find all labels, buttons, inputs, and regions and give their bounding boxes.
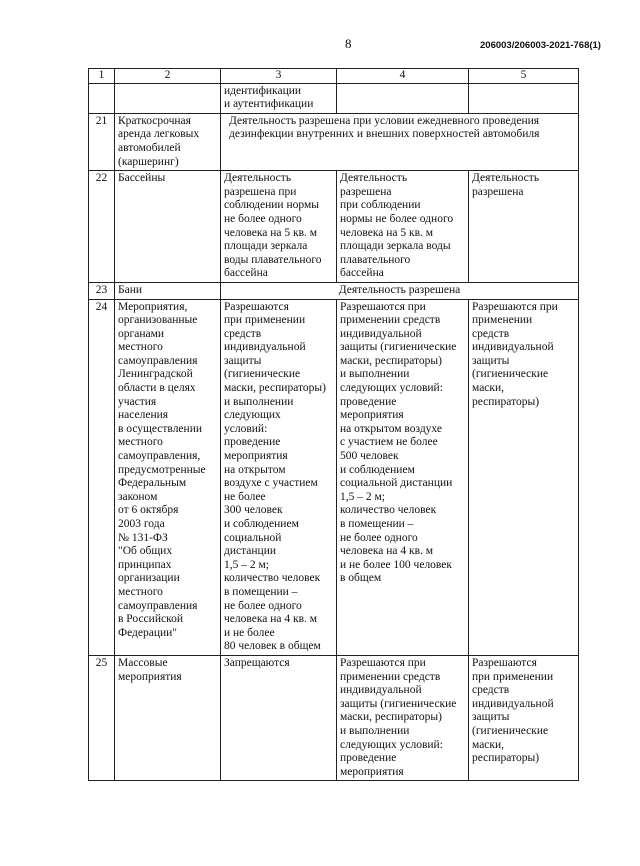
col3-cell: Разрешаются при применении средств индивидуальной защиты (гигиенические маски, респираторы) и выполнении следующих условий: проведение мероприятия на открытом воздухе с участием не более 300 человек и соблюдением социальной дистанции 1,5 – 2 м; количество человек в помещении – не более одного человека на 4 кв. м и не более 80 человек в общем bbox=[221, 299, 337, 655]
header-cell: 5 bbox=[469, 69, 579, 84]
activity-cell: Мероприятия, организованные органами местного самоуправления Ленинградской области в целях участия населения в осуществлении местного самоуправления, предусмотренные Федеральным законом от 6 октября 2003 года № 131-ФЗ "Об общих принципах организации местного самоуправления в Российской Федерации" bbox=[115, 299, 221, 655]
row-number-cell: 21 bbox=[89, 113, 115, 170]
header-cell: 1 bbox=[89, 69, 115, 84]
table-row bbox=[89, 282, 579, 299]
table-row bbox=[89, 83, 579, 113]
row-number-cell: 23 bbox=[89, 282, 115, 299]
merged-cell: Деятельность разрешена при условии ежедневного проведения дезинфекции внутренних и внешних поверхностей автомобиля bbox=[221, 113, 579, 170]
col5-cell: Разрешаются при применении средств индивидуальной защиты (гигиенические маски, респираторы) bbox=[469, 655, 579, 780]
table-row bbox=[89, 113, 579, 170]
table-row bbox=[89, 299, 579, 655]
page-number: 8 bbox=[345, 36, 352, 51]
table-row bbox=[89, 655, 579, 780]
col4-cell: Разрешаются при применении средств индивидуальной защиты (гигиенические маски, респираторы) и выполнении следующих условий: проведение мероприятия bbox=[337, 655, 469, 780]
activity-cell: Краткосрочная аренда легковых автомобилей (каршеринг) bbox=[115, 113, 221, 170]
activity-cell: Бани bbox=[115, 282, 221, 299]
col4-cell: Деятельность разрешена при соблюдении нормы не более одного человека на 5 кв. м площади зеркала воды плавательного бассейна bbox=[337, 171, 469, 283]
col3-cell: идентификации и аутентификации bbox=[221, 83, 337, 113]
col4-cell bbox=[337, 83, 469, 113]
row-number-cell: 25 bbox=[89, 655, 115, 780]
row-number-cell: 22 bbox=[89, 171, 115, 283]
header-cell: 3 bbox=[221, 69, 337, 84]
header-row bbox=[89, 69, 579, 84]
row-number-cell: 24 bbox=[89, 299, 115, 655]
col3-cell: Деятельность разрешена при соблюдении нормы не более одного человека на 5 кв. м площади зеркала воды плавательного бассейна bbox=[221, 171, 337, 283]
header-cell: 2 bbox=[115, 69, 221, 84]
activity-cell: Бассейны bbox=[115, 171, 221, 283]
activity-cell bbox=[115, 83, 221, 113]
table-row bbox=[89, 171, 579, 283]
col5-cell: Разрешаются при применении средств индивидуальной защиты (гигиенические маски, респираторы) bbox=[469, 299, 579, 655]
document-code: 206003/206003-2021-768(1) bbox=[480, 40, 601, 51]
col5-cell bbox=[469, 83, 579, 113]
col5-cell: Деятельность разрешена bbox=[469, 171, 579, 283]
activity-cell: Массовые мероприятия bbox=[115, 655, 221, 780]
col3-cell: Запрещаются bbox=[221, 655, 337, 780]
header-cell: 4 bbox=[337, 69, 469, 84]
row-number-cell bbox=[89, 83, 115, 113]
col4-cell: Разрешаются при применении средств индивидуальной защиты (гигиенические маски, респираторы) и выполнении следующих условий: проведение мероприятия на открытом воздухе с участием не более 500 человек и соблюдением социальной дистанции 1,5 – 2 м; количество человек в помещении – не более одного человека на 4 кв. м и не более 100 человек в общем bbox=[337, 299, 469, 655]
restrictions-table bbox=[88, 68, 579, 781]
merged-cell: Деятельность разрешена bbox=[221, 282, 579, 299]
